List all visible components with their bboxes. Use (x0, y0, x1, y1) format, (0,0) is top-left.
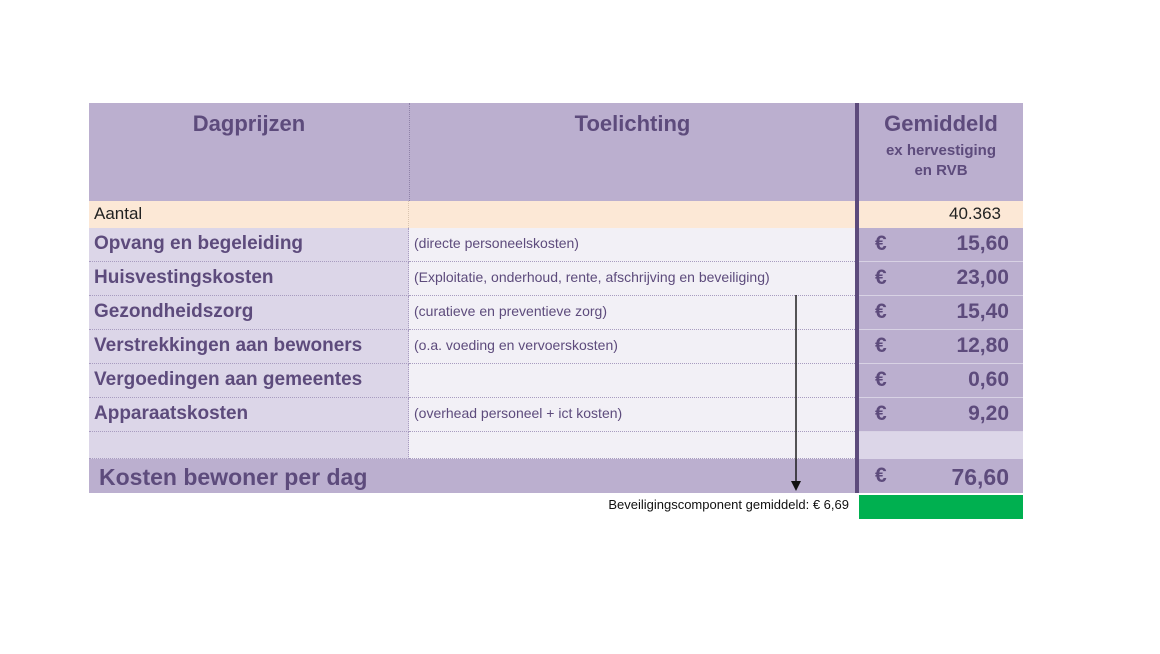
header-gemiddeld (859, 103, 1023, 201)
blank-row-cell (409, 432, 855, 459)
row-note-cell (409, 228, 855, 262)
aantal-note-cell (409, 201, 855, 228)
row-label-cell (89, 398, 409, 432)
total-label-cell (89, 459, 409, 493)
row-note-cell (409, 398, 855, 432)
column-divider (855, 103, 859, 493)
row-currency: € (875, 334, 887, 357)
row-amount: 9,20 (968, 402, 1009, 425)
header-gemiddeld-label: Gemiddeld (884, 111, 998, 136)
row-value-cell (859, 364, 1023, 398)
aantal-label-cell (89, 201, 409, 228)
row-note: (Exploitatie, onderhoud, rente, afschrijving en beveiliging) (414, 269, 770, 285)
row-value-cell (859, 228, 1023, 262)
row-currency: € (875, 266, 887, 289)
row-currency: € (875, 368, 887, 391)
header-gemiddeld-sub1: ex hervestiging (885, 142, 997, 159)
row-amount: 23,00 (956, 266, 1009, 289)
row-note-cell (409, 330, 855, 364)
header-dagprijzen (89, 103, 410, 201)
row-label: Verstrekkingen aan bewoners (94, 335, 363, 356)
total-currency: € (875, 464, 887, 487)
blank-row-cell (859, 432, 1023, 459)
row-label-cell (89, 228, 409, 262)
security-footnote: Beveiligingscomponent gemiddeld: € 6,69 (608, 497, 849, 512)
row-label-cell (89, 330, 409, 364)
row-label-cell (89, 262, 409, 296)
row-value-cell (859, 398, 1023, 432)
row-value-cell (859, 330, 1023, 364)
row-currency: € (875, 232, 887, 255)
row-note: (o.a. voeding en vervoerskosten) (414, 337, 618, 353)
row-note: (overhead personeel + ict kosten) (414, 405, 623, 421)
row-label: Vergoedingen aan gemeentes (94, 369, 363, 390)
header-toelichting-label: Toelichting (574, 111, 691, 136)
total-label: Kosten bewoner per dag (99, 464, 368, 490)
row-note: (directe personeelskosten) (414, 235, 579, 251)
row-currency: € (875, 402, 887, 425)
highlight-bar (859, 495, 1023, 519)
aantal-value: 40.363 (949, 204, 1001, 223)
total-value-cell (859, 459, 1023, 493)
row-amount: 12,80 (956, 334, 1009, 357)
row-note-cell (409, 262, 855, 296)
total-note-cell (409, 459, 855, 493)
price-table (89, 103, 1023, 519)
row-label-cell (89, 296, 409, 330)
row-label: Apparaatskosten (94, 403, 249, 424)
header-dagprijzen-label: Dagprijzen (192, 111, 306, 136)
row-value-cell (859, 296, 1023, 330)
row-note-cell (409, 296, 855, 330)
row-note: (curatieve en preventieve zorg) (414, 303, 607, 319)
row-label: Huisvestingskosten (94, 267, 274, 288)
blank-row-cell (89, 432, 409, 459)
row-note-cell (409, 364, 855, 398)
header-toelichting (410, 103, 855, 201)
aantal-label: Aantal (94, 204, 143, 223)
row-amount: 15,40 (956, 300, 1009, 323)
row-currency: € (875, 300, 887, 323)
aantal-value-cell (859, 201, 1023, 228)
total-amount: 76,60 (951, 464, 1009, 490)
row-amount: 0,60 (968, 368, 1009, 391)
header-gemiddeld-sub2: en RVB (914, 162, 968, 179)
row-label: Gezondheidszorg (94, 301, 254, 322)
row-amount: 15,60 (956, 232, 1009, 255)
row-label: Opvang en begeleiding (94, 233, 304, 254)
row-value-cell (859, 262, 1023, 296)
row-label-cell (89, 364, 409, 398)
